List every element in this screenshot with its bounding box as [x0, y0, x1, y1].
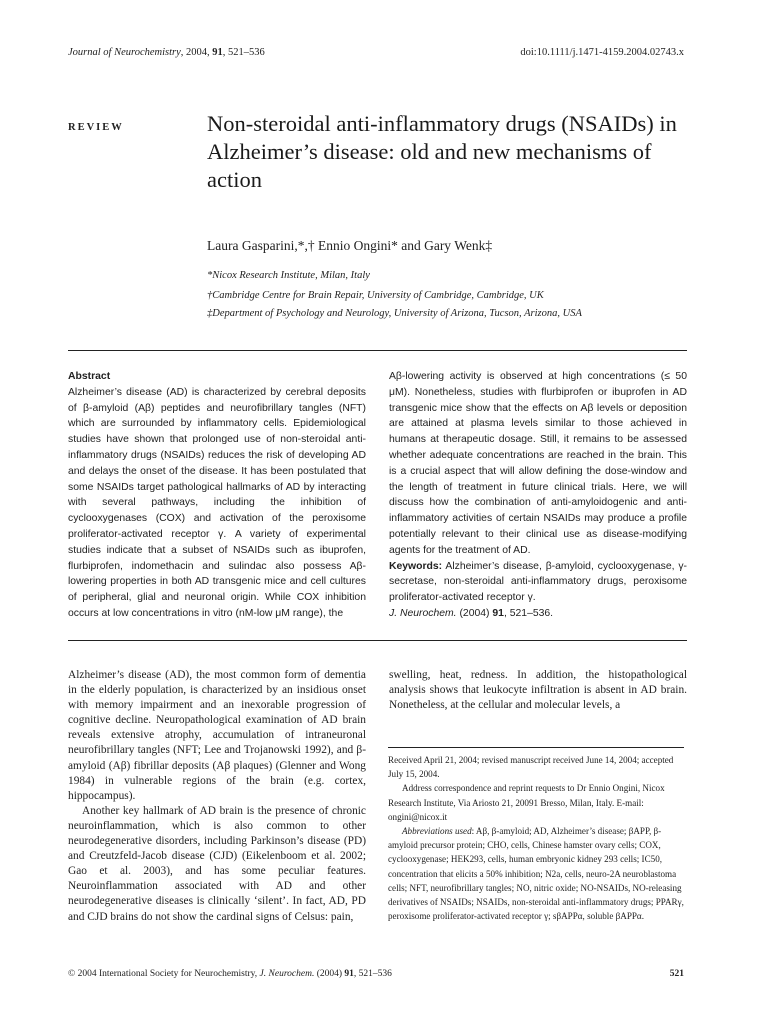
abstract-citation-journal: J. Neurochem. [389, 607, 457, 619]
received-dates: Received April 21, 2004; revised manuscript received June 14, 2004; accepted July 15, 2004. [388, 755, 674, 780]
correspondence: Address correspondence and reprint requests to Dr Ennio Ongini, Nicox Research Institute, Via Ariosto 21, 20091 Bresso, Milan, Italy. E-mail: ongini@nicox.it [388, 783, 665, 822]
abstract-heading: Abstract [68, 371, 111, 382]
abbreviations [388, 824, 686, 923]
keywords-text: Alzheimer’s disease, β-amyloid, cyclooxygenase, γ-secretase, non-steroidal anti-inflammatory drugs, peroxisome proliferator-activated receptor γ. [389, 560, 687, 604]
footnote-rule [388, 747, 684, 748]
abstract-citation-year: (2004) [456, 607, 493, 619]
keywords [389, 559, 687, 606]
page-number: 521 [669, 969, 684, 979]
footnotes [388, 753, 686, 923]
copyright-text: © 2004 International Society for Neurochemistry, [68, 969, 260, 979]
doi: doi:10.1111/j.1471-4159.2004.02743.x [520, 47, 684, 58]
citation-volume: 91 [212, 47, 223, 58]
body-column-right [389, 668, 687, 713]
affiliation-3: ‡Department of Psychology and Neurology, University of Arizona, Tucson, Arizona, USA [207, 308, 582, 319]
affiliation-2: †Cambridge Centre for Brain Repair, University of Cambridge, Cambridge, UK [207, 290, 544, 301]
section-label: REVIEW [68, 122, 124, 133]
abstract-citation-volume: 91 [492, 607, 504, 619]
footer-journal: J. Neurochem. [259, 969, 315, 979]
footer-pages: , 521–536 [353, 969, 392, 979]
abstract-top-rule [68, 350, 687, 351]
body-paragraph-2: Another key hallmark of AD brain is the presence of chronic neuroinflammation, which is also common to other neurodegenerative disorders, including Parkinson’s disease (PD) and Creutzfeld-Jacob disease (CJD) (Eikelenboom et al. 2002; Gao et al. 2003), and has some peculiar features. Neuroinflammation associated with AD and other neurodegenerative diseases is clinically ‘silent’. In fact, AD, PD and CJD brains do not show the cardinal signs of Celsus: pain, [68, 804, 366, 923]
journal-name: Journal of Neurochemistry [68, 47, 181, 58]
footer-year: (2004) [314, 969, 345, 979]
footer-volume: 91 [344, 969, 354, 979]
abbreviations-text: : Aβ, β-amyloid; AD, Alzheimer’s disease; βAPP, β-amyloid precursor protein; CHO, cells, Chinese hamster ovary cells; COX, cyclooxygenase; HEK293, cells, human embryonic kidney 293 cells; IC50, concentration that elicits a 50% inhibition; N2a, cells, neuro-2A neuroblastoma cells; NFT, neurofibrillary tangles; NO, nitric oxide; NO-NSAIDs, NO-releasing derivatives of NSAIDs; NSAIDs, non-steroidal anti-inflammatory drugs; PPARγ, peroxisome proliferator-activated receptor γ; sβAPPα, soluble βAPPα. [388, 826, 684, 922]
author-list: Laura Gasparini,*,† Ennio Ongini* and Gary Wenk‡ [207, 238, 493, 253]
abstract-text-right: Aβ-lowering activity is observed at high concentrations (≤ 50 μM). Nonetheless, studies with flurbiprofen or ibuprofen in AD transgenic mice show that the effects on Aβ levels or deposition are attained at plasma levels similar to those achieved in humans at therapeutic dosage. Still, it remains to be assessed whether adequate concentrations are reached in the brain. This is a crucial aspect that will allow defining the dose-window and the length of treatment in future clinical trials. Here, we will discuss how the combination of anti-amyloidogenic and anti-inflammatory activities of certain NSAIDs may produce a profile potentially relevant to their clinical use as disease-modifying agents for the treatment of AD. [389, 371, 687, 556]
citation-pages: , 521–536 [222, 47, 265, 58]
body-column-left [68, 668, 366, 925]
abstract-column-right [389, 369, 687, 622]
abstract-citation [389, 606, 687, 622]
abbreviations-label: Abbreviations used [402, 826, 472, 837]
keywords-label: Keywords: [389, 560, 443, 572]
running-head-citation [68, 47, 265, 58]
body-paragraph-1: Alzheimer’s disease (AD), the most common form of dementia in the elderly population, is characterized by an insidious onset with memory impairment and an inexorable progression of cognitive decline. Neuropathological examination of AD brain reveals extensive atrophy, accumulation of intraneuronal neurofibrillary tangles (NFT; Lee and Trojanowski 1992), and β-amyloid (Aβ) fibrillar deposits (Aβ plaques) (Glenner and Wong 1984) in vulnerable regions of the brain (e.g. cortex, hippocampus). [68, 669, 366, 802]
footer-copyright [68, 969, 392, 979]
abstract-text-left: Alzheimer’s disease (AD) is characterized by cerebral deposits of β-amyloid (Aβ) peptides and neurofibrillary tangles (NFT) which are surrounded by inflammatory cells. Epidemiological studies have shown that prolonged use of non-steroidal anti-inflammatory drugs (NSAIDs) reduces the risk of developing AD and delays the onset of the disease. It has been postulated that some NSAIDs target pathological hallmarks of AD by interacting with several pathways, including the inhibition of cyclooxygenases (COX) and activation of the peroxisome proliferator-activated receptor γ. A variety of experimental studies indicate that a subset of NSAIDs such as ibuprofen, flurbiprofen, indomethacin and sulindac also possess Aβ-lowering properties in both AD transgenic mice and cell cultures of peripheral, glial and neuronal origin. While COX inhibition occurs at low concentrations in vitro (nM-low μM range), the [68, 386, 366, 619]
body-paragraph-3: swelling, heat, redness. In addition, the histopathological analysis shows that leukocyte infiltration is absent in AD brain. Nonetheless, at the cellular and molecular levels, a [389, 669, 687, 712]
abstract-bottom-rule [68, 640, 687, 641]
affiliation-1: *Nicox Research Institute, Milan, Italy [207, 270, 370, 281]
article-title: Non-steroidal anti-inflammatory drugs (NSAIDs) in Alzheimer’s disease: old and new mechanisms of action [207, 111, 677, 192]
abstract-citation-pages: , 521–536. [503, 607, 554, 619]
abstract-column-left [68, 369, 366, 622]
citation-year: , 2004, [180, 47, 213, 58]
